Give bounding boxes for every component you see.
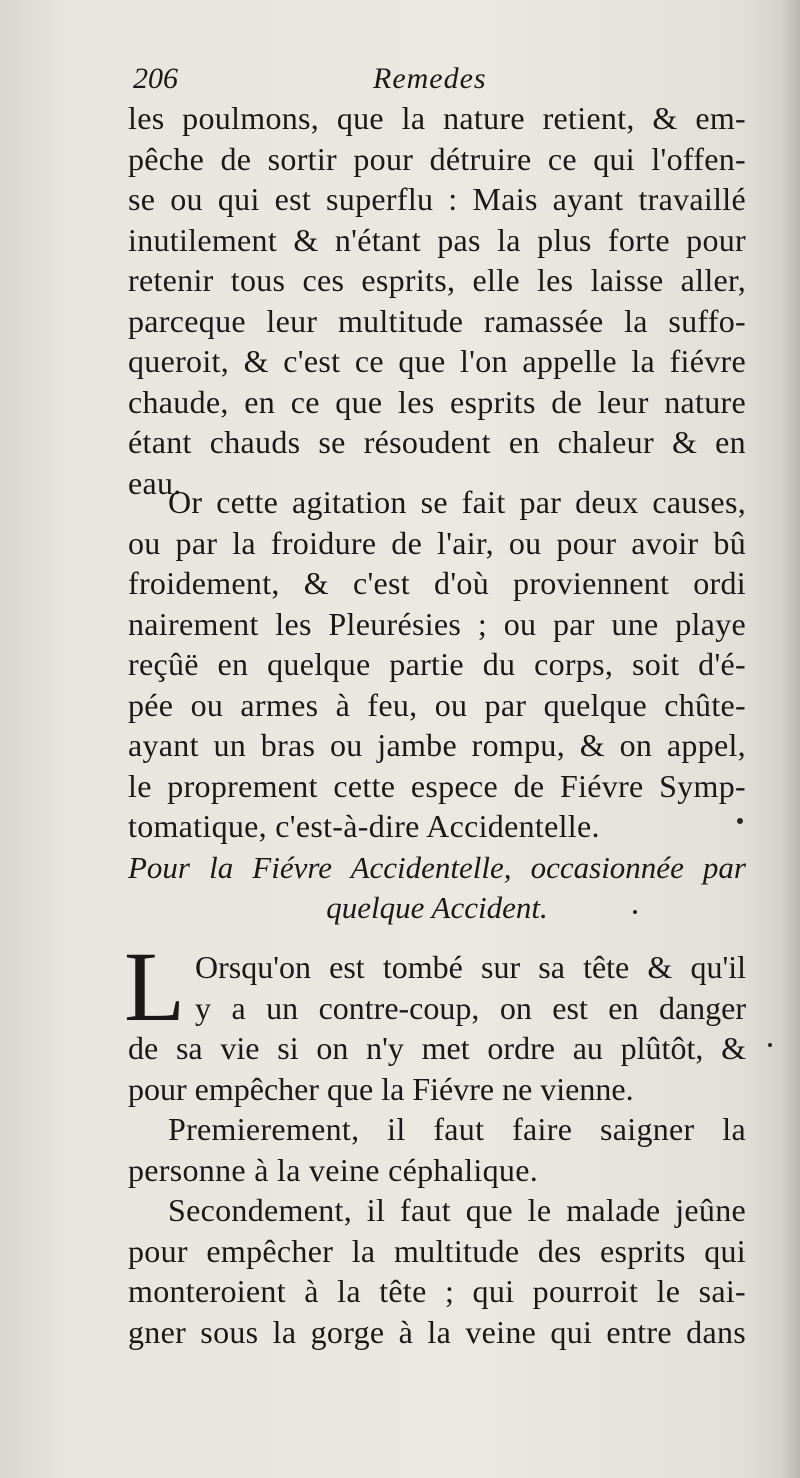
text-line: monteroient à la tête ; qui pourroit le sai- xyxy=(128,1273,746,1309)
text-line: froidement, & c'est d'où proviennent ordi xyxy=(128,565,746,601)
text-line: étant chauds se résoudent en chaleur & en xyxy=(128,424,746,460)
text-line: reçûë en quelque partie du corps, soit d'é- xyxy=(128,646,746,682)
page-number: 206 xyxy=(133,62,178,95)
heading-line: quelque Accident. xyxy=(326,890,548,925)
text-line: pêche de sortir pour détruire ce qui l'offen- xyxy=(128,140,746,177)
text-line: Or cette agitation se fait par deux causes, xyxy=(168,484,746,520)
ink-speck xyxy=(737,818,743,824)
drop-cap: L xyxy=(124,931,186,1042)
text-line: chaude, en ce que les esprits de leur nature xyxy=(128,383,746,420)
ink-speck xyxy=(768,1043,772,1047)
page-edge-shadow xyxy=(782,0,800,1478)
text-line: eau. xyxy=(128,464,182,501)
ink-speck xyxy=(633,910,637,914)
running-head: Remedes xyxy=(373,62,487,95)
text-line: gner sous la gorge à la veine qui entre dans xyxy=(128,1313,746,1350)
text-line: personne à la veine céphalique. xyxy=(128,1151,539,1188)
heading-line: Pour la Fiévre Accidentelle, occasionnée par xyxy=(128,850,746,885)
text-line: parceque leur multitude ramassée la suffo- xyxy=(128,302,746,339)
text-line: pée ou armes à feu, ou par quelque chûte- xyxy=(128,686,746,723)
text-line: Premierement, il faut faire saigner la xyxy=(168,1111,746,1147)
text-line: le proprement cette espece de Fiévre Symp- xyxy=(128,767,746,804)
page-header xyxy=(133,62,733,102)
text-line: se ou qui est superflu : Mais ayant travaillé xyxy=(128,181,746,217)
text-line: pour empêcher que la Fiévre ne vienne. xyxy=(128,1070,634,1107)
text-line: inutilement & n'étant pas la plus forte pour xyxy=(128,221,746,258)
text-line: pour empêcher la multitude des esprits qui xyxy=(128,1232,746,1269)
text-line: queroit, & c'est ce que l'on appelle la fiévre xyxy=(128,343,746,379)
text-line: y a un contre-coup, on est en danger xyxy=(195,989,746,1026)
paragraph-danger xyxy=(128,1028,746,1109)
text-line: ou par la froidure de l'air, ou pour avoir bû xyxy=(128,524,746,561)
text-line: Secondement, il faut que le malade jeûne xyxy=(168,1192,746,1228)
text-line: retenir tous ces esprits, elle les laisse aller, xyxy=(128,262,746,298)
paragraph-continuation xyxy=(128,98,746,503)
paragraph-second-remedy xyxy=(128,1190,746,1352)
text-line: les poulmons, que la nature retient, & em- xyxy=(128,100,746,136)
paragraph-causes xyxy=(128,482,746,847)
section-heading xyxy=(128,848,746,928)
paragraph-first-remedy xyxy=(128,1109,746,1190)
paragraph-dropcap-lines xyxy=(195,947,746,1028)
text-line: nairement les Pleurésies ; ou par une playe xyxy=(128,605,746,642)
text-line: Orsqu'on est tombé sur sa tête & qu'il xyxy=(195,949,746,985)
text-line: ayant un bras ou jambe rompu, & on appel, xyxy=(128,727,746,763)
text-line: de sa vie si on n'y met ordre au plûtôt, & xyxy=(128,1030,746,1066)
text-line: tomatique, c'est-à-dire Accidentelle. xyxy=(128,808,600,844)
